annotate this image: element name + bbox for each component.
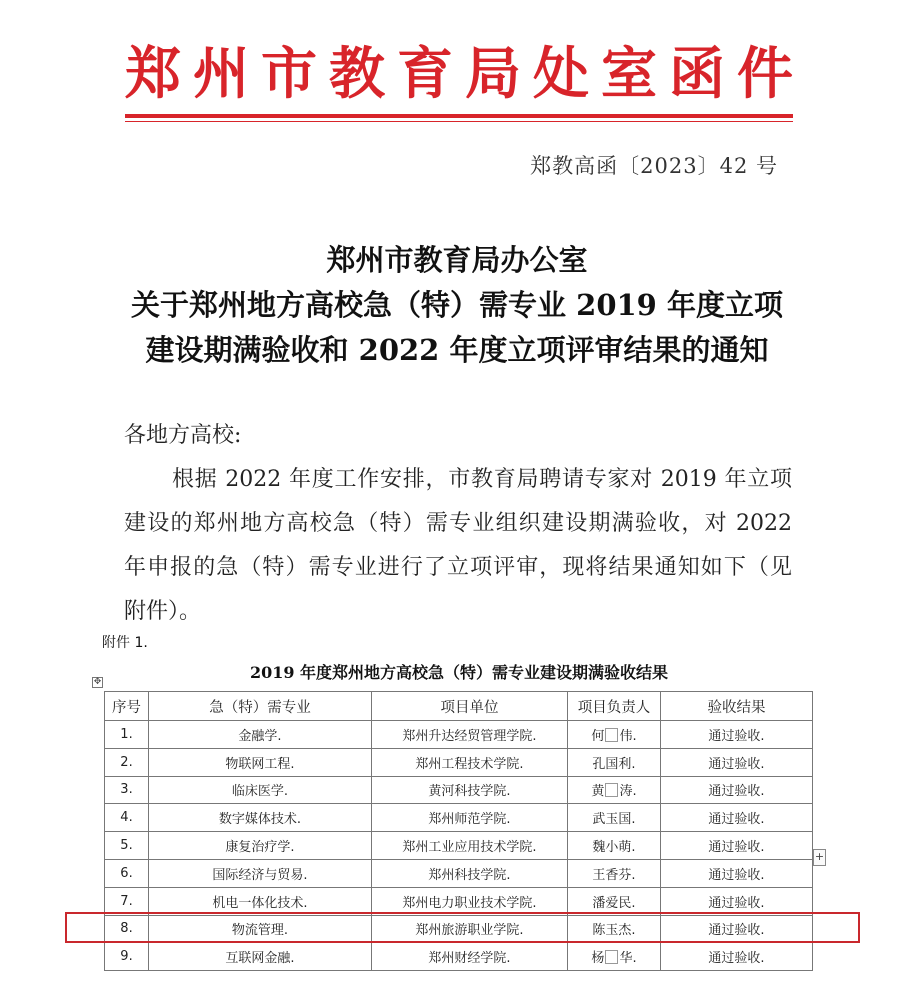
- letterhead-char: 育: [397, 41, 453, 107]
- result-cell: 通过验收.: [661, 776, 813, 804]
- row-number-cell: 1.: [105, 721, 149, 749]
- table-row: [105, 859, 813, 887]
- unit-cell: 黄河科技学院.: [372, 776, 568, 804]
- letterhead-char: 教: [329, 41, 385, 107]
- leader-cell: [568, 804, 661, 832]
- major-cell: 数字媒体技术.: [149, 804, 372, 832]
- red-rule-thick: [125, 114, 793, 118]
- table-row: [105, 832, 813, 860]
- unit-cell: 郑州升达经贸管理学院.: [372, 721, 568, 749]
- leader-cell: [568, 943, 661, 971]
- letterhead-char: 州: [193, 41, 249, 107]
- table-row: [105, 887, 813, 915]
- result-cell: 通过验收.: [661, 832, 813, 860]
- result-cell: 通过验收.: [661, 859, 813, 887]
- leader-name-part: 杨: [591, 951, 605, 967]
- letterhead-char: 函: [669, 41, 725, 107]
- table-header-row: [105, 692, 813, 721]
- row-number-cell: 5.: [105, 832, 149, 860]
- unit-cell: 郑州工程技术学院.: [372, 748, 568, 776]
- leader-name-part: 王香芬.: [592, 867, 636, 883]
- red-rule-thin: [125, 121, 793, 122]
- row-number-cell: 7.: [105, 887, 149, 915]
- highlight-frame: [65, 912, 860, 943]
- leader-cell: [568, 859, 661, 887]
- add-row-button[interactable]: +: [813, 849, 826, 866]
- leader-cell: [568, 887, 661, 915]
- unit-cell: 郑州工业应用技术学院.: [372, 832, 568, 860]
- letterhead-char: 市: [261, 41, 317, 107]
- unit-cell: 郑州师范学院.: [372, 804, 568, 832]
- letterhead-char: 件: [737, 41, 793, 107]
- body-paragraph-line: 建设的郑州地方高校急（特）需专业组织建设期满验收，对 2022: [124, 511, 792, 536]
- unit-cell: 郑州电力职业技术学院.: [372, 887, 568, 915]
- leader-cell: [568, 832, 661, 860]
- row-number-cell: 8.: [105, 915, 149, 943]
- table-row: [105, 776, 813, 804]
- unit-cell: 郑州旅游职业学院.: [372, 915, 568, 943]
- leader-name-part: 黄: [591, 784, 605, 800]
- leader-name-part: 潘爱民.: [592, 895, 636, 911]
- leader-name-part: 武玉国.: [592, 812, 636, 828]
- salutation: 各地方高校:: [124, 423, 242, 448]
- letterhead-char: 处: [533, 41, 589, 107]
- unit-cell: 郑州科技学院.: [372, 859, 568, 887]
- major-cell: 国际经济与贸易.: [149, 859, 372, 887]
- result-cell: 通过验收.: [661, 721, 813, 749]
- major-cell: 金融学.: [149, 721, 372, 749]
- row-number-cell: 9.: [105, 943, 149, 971]
- result-cell: 通过验收.: [661, 804, 813, 832]
- column-header: 项目负责人: [568, 692, 661, 721]
- leader-cell: [568, 721, 661, 749]
- redaction-box: [605, 950, 618, 964]
- body-paragraph-line: 根据 2022 年度工作安排，市教育局聘请专家对 2019 年立项: [172, 467, 792, 492]
- result-cell: 通过验收.: [661, 748, 813, 776]
- table-title: 2019 年度郑州地方高校急（特）需专业建设期满验收结果: [249, 663, 669, 682]
- major-cell: 物联网工程.: [149, 748, 372, 776]
- major-cell: 互联网金融.: [149, 943, 372, 971]
- table-move-handle-icon[interactable]: ✥: [93, 677, 102, 687]
- column-header: 序号: [105, 692, 149, 721]
- body-paragraph-line: 年申报的急（特）需专业进行了立项评审，现将结果通知如下（见: [124, 555, 792, 580]
- major-cell: 康复治疗学.: [149, 832, 372, 860]
- row-number-cell: 3.: [105, 776, 149, 804]
- major-cell: 临床医学.: [149, 776, 372, 804]
- leader-cell: [568, 776, 661, 804]
- unit-cell: 郑州财经学院.: [372, 943, 568, 971]
- leader-name-part: 华.: [619, 951, 637, 967]
- row-number-cell: 4.: [105, 804, 149, 832]
- result-cell: 通过验收.: [661, 915, 813, 943]
- table-row: [105, 721, 813, 749]
- redaction-box: [605, 728, 618, 742]
- leader-name-part: 陈玉杰.: [592, 923, 636, 939]
- letterhead-char: 郑: [125, 41, 181, 107]
- table-row: [105, 748, 813, 776]
- body-paragraph-line: 附件）。: [124, 599, 202, 624]
- leader-name-part: 魏小萌.: [592, 840, 636, 856]
- major-cell: 机电一体化技术.: [149, 887, 372, 915]
- column-header: 项目单位: [372, 692, 568, 721]
- leader-cell: [568, 748, 661, 776]
- result-cell: 通过验收.: [661, 887, 813, 915]
- title-line-3: 建设期满验收和 2022 年度立项评审结果的通知: [145, 333, 769, 367]
- redaction-box: [605, 783, 618, 797]
- title-line-2: 关于郑州地方高校急（特）需专业 2019 年度立项: [131, 288, 783, 322]
- title-line-1: 郑州市教育局办公室: [326, 243, 588, 277]
- table-row: [105, 804, 813, 832]
- major-cell: 物流管理.: [149, 915, 372, 943]
- column-header: 验收结果: [661, 692, 813, 721]
- leader-name-part: 涛.: [619, 784, 637, 800]
- annex-label: 附件 1.: [102, 635, 148, 651]
- row-number-cell: 6.: [105, 859, 149, 887]
- letterhead-title: [125, 30, 793, 110]
- letterhead-char: 室: [601, 41, 657, 107]
- row-number-cell: 2.: [105, 748, 149, 776]
- table-row: [105, 943, 813, 971]
- result-cell: 通过验收.: [661, 943, 813, 971]
- document-number: 郑教高函〔2023〕42 号: [530, 154, 778, 178]
- column-header: 急（特）需专业: [149, 692, 372, 721]
- leader-name-part: 何: [591, 728, 605, 744]
- leader-name-part: 伟.: [619, 728, 637, 744]
- letterhead-char: 局: [465, 41, 521, 107]
- leader-name-part: 孔国利.: [592, 756, 636, 772]
